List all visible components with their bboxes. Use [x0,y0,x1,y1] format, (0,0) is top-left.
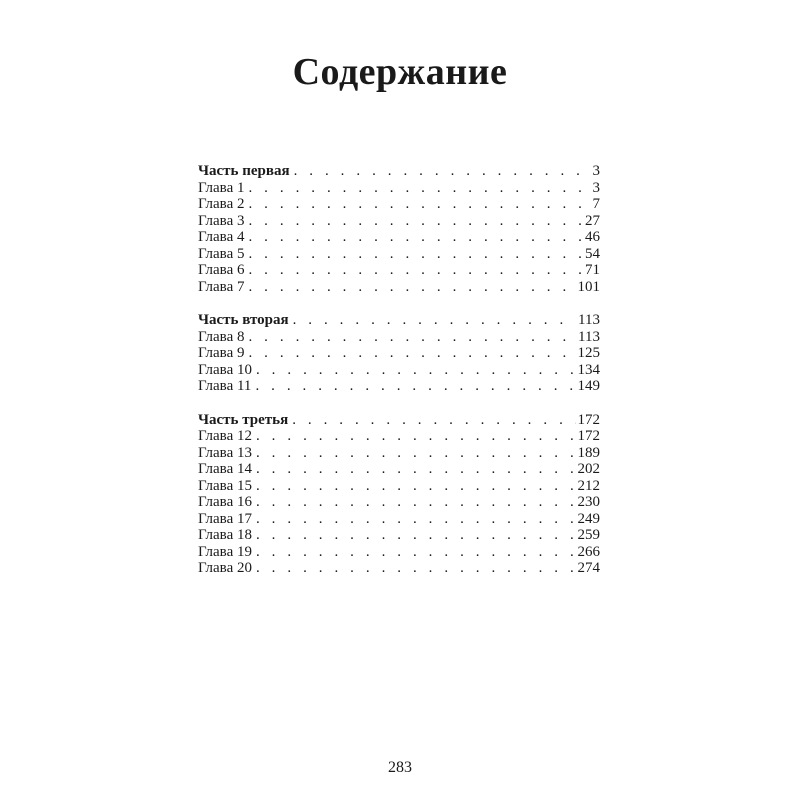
toc-chapter-row[interactable] [198,445,600,462]
toc-page-number: 134 [577,361,600,378]
toc-part-heading[interactable] [198,163,600,180]
toc-chapter-row[interactable] [198,329,600,346]
toc-page-number: 101 [577,278,600,295]
toc-page-number: 54 [585,245,600,262]
toc-page-number: 249 [577,510,600,527]
dot-leader [248,345,575,362]
toc-chapter-row[interactable] [198,461,600,478]
toc-chapter-label: Глава 9 [198,345,245,361]
toc-chapter-label: Глава 8 [198,328,245,345]
toc-chapter-label: Глава 19 [198,543,252,560]
toc-page-number: 266 [577,543,600,560]
toc-page-number: 149 [577,378,600,394]
dot-leader [248,262,583,279]
toc-page-number: 113 [578,328,600,345]
dot-leader [294,163,591,180]
toc-chapter-row[interactable] [198,378,600,395]
toc-page-number: 274 [577,560,600,576]
toc-page-number: 202 [577,461,600,477]
dot-leader [293,312,576,329]
toc-part-label: Часть третья [198,411,289,428]
toc-chapter-row[interactable] [198,560,600,577]
dot-leader [256,494,576,511]
toc-chapter-label: Глава 17 [198,510,252,527]
dot-leader [256,445,576,462]
toc-chapter-label: Глава 12 [198,428,252,444]
toc-page-number: 172 [577,428,600,444]
toc-chapter-row[interactable] [198,180,600,197]
dot-leader [256,544,576,561]
toc-page-number: 189 [577,444,600,461]
dot-leader [255,378,575,395]
toc-part-heading[interactable] [198,312,600,329]
dot-leader [256,527,576,544]
toc-page-number: 27 [585,212,600,229]
toc-page-number: 3 [592,179,600,196]
dot-leader [256,461,576,478]
toc-chapter-label: Глава 13 [198,444,252,461]
toc-chapter-row[interactable] [198,345,600,362]
dot-leader [248,279,575,296]
toc-chapter-label: Глава 5 [198,245,245,262]
toc-page-number: 46 [585,229,600,245]
toc-part-label: Часть первая [198,163,290,179]
toc-page-number: 71 [585,262,600,278]
toc-chapter-row[interactable] [198,428,600,445]
toc-part [198,412,600,577]
toc-chapter-label: Глава 16 [198,494,252,510]
toc-page-number: 113 [578,312,600,328]
dot-leader [248,229,583,246]
toc-chapter-label: Глава 4 [198,229,245,245]
toc-page-number: 125 [577,345,600,361]
dot-leader [256,428,576,445]
toc-chapter-label: Глава 14 [198,461,252,477]
dot-leader [256,511,576,528]
toc-chapter-row[interactable] [198,478,600,495]
toc-page-number: 212 [577,477,600,494]
toc-chapter-row[interactable] [198,279,600,296]
toc-page-number: 230 [577,494,600,510]
toc-chapter-label: Глава 11 [198,378,252,394]
toc-chapter-row[interactable] [198,262,600,279]
toc-part [198,312,600,395]
toc-chapter-label: Глава 3 [198,212,245,229]
toc-page-number: 172 [577,411,600,428]
dot-leader [248,329,576,346]
toc-part [198,163,600,295]
table-of-contents [198,163,600,594]
dot-leader [292,412,575,429]
toc-chapter-label: Глава 15 [198,477,252,494]
dot-leader [248,180,590,197]
toc-chapter-row[interactable] [198,511,600,528]
toc-chapter-label: Глава 7 [198,278,245,295]
toc-chapter-row[interactable] [198,246,600,263]
dot-leader [248,196,590,213]
dot-leader [256,478,576,495]
toc-chapter-row[interactable] [198,527,600,544]
dot-leader [256,560,576,577]
toc-part-heading[interactable] [198,412,600,429]
toc-page-number: 259 [577,527,600,543]
toc-chapter-label: Глава 2 [198,196,245,212]
toc-chapter-row[interactable] [198,544,600,561]
toc-chapter-row[interactable] [198,196,600,213]
dot-leader [256,362,576,379]
dot-leader [248,246,583,263]
toc-chapter-label: Глава 18 [198,527,252,543]
toc-part-label: Часть вторая [198,312,289,328]
page-title: Содержание [292,51,508,93]
page-number: 283 [388,759,412,776]
toc-chapter-label: Глава 10 [198,361,252,378]
toc-chapter-row[interactable] [198,229,600,246]
dot-leader [248,213,583,230]
toc-page-number: 3 [592,163,600,179]
toc-chapter-label: Глава 1 [198,179,245,196]
toc-chapter-row[interactable] [198,362,600,379]
toc-chapter-label: Глава 6 [198,262,245,278]
toc-chapter-label: Глава 20 [198,560,252,576]
toc-chapter-row[interactable] [198,494,600,511]
toc-chapter-row[interactable] [198,213,600,230]
toc-page-number: 7 [592,196,600,212]
